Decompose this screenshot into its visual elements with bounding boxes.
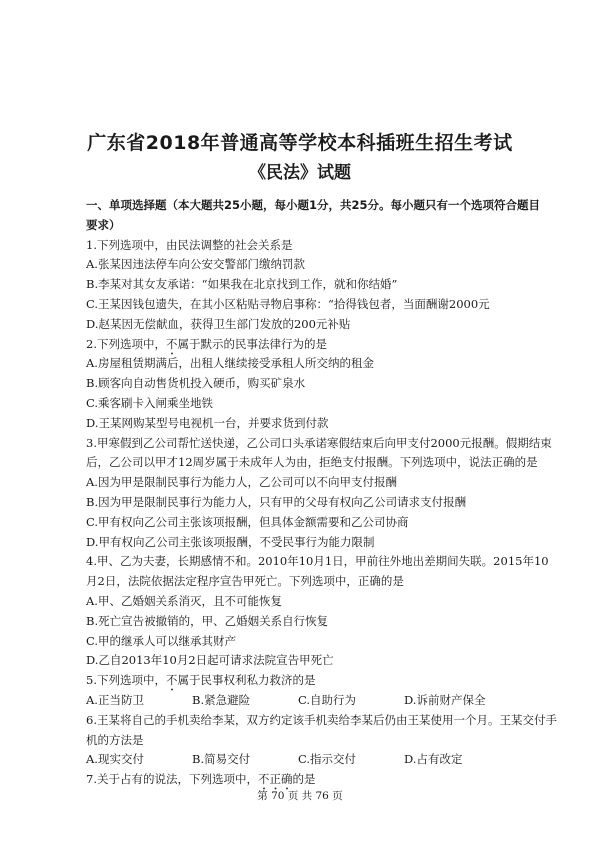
section-heading-cont: 要求） (86, 217, 121, 232)
question-5-stem-post: 属于民事权利私力救济的是 (177, 673, 316, 688)
question-3-stem-cont: 后，乙公司以甲才12周岁属于未成年人为由，拒绝支付报酬。下列选项中，说法正确的是 (86, 455, 538, 470)
question-6-stem-cont: 机的方法是 (86, 732, 144, 747)
question-7-stem-post: 的是 (292, 772, 316, 787)
question-5-option-a: A.正当防卫 (86, 692, 144, 707)
question-4-stem-cont: 月2日，法院依据法定程序宣告甲死亡。下列选项中，正确的是 (86, 574, 404, 589)
question-4-option-b: B.死亡宣告被撤销的，甲、乙婚姻关系自行恢复 (86, 613, 329, 628)
page-number: 第 70 页 共 76 页 (257, 790, 343, 802)
question-3-option-c: C.甲有权向乙公司主张该项报酬，但具体金额需要和乙公司协商 (86, 514, 409, 529)
question-6-option-c: C.指示交付 (298, 752, 357, 767)
question-1-option-b: B.李某对其女友承诺：“如果我在北京找到工作，就和你结婚” (86, 277, 398, 292)
question-2-option-c: C.乘客刷卡入闸乘坐地铁 (86, 395, 214, 410)
question-5-option-d: D.诉前财产保全 (404, 692, 486, 707)
question-3-option-b: B.因为甲是限制民事行为能力人，只有甲的父母有权向乙公司请求支付报酬 (86, 494, 467, 509)
question-4-option-d: D.乙自2013年10月2日起可请求法院宣告甲死亡 (86, 653, 334, 668)
question-5-option-b: B.紧急避险 (192, 692, 251, 707)
question-1-option-d: D.赵某因无偿献血，获得卫生部门发放的200元补贴 (86, 316, 351, 331)
question-3-option-a: A.因为甲是限制民事行为能力人，乙公司可以不向甲支付报酬 (86, 475, 397, 490)
question-4-stem: 4.甲、乙为夫妻，长期感情不和。2010年10月1日，甲前往外地出差期间失联。2015年10 (86, 554, 549, 569)
question-7-stem (86, 770, 516, 790)
question-1-stem: 1.下列选项中，由民法调整的社会关系是 (86, 237, 293, 252)
question-2-option-d: D.王某网购某型号电视机一台，并要求货到付款 (86, 415, 329, 430)
question-6-stem: 6.王某将自己的手机卖给李某，双方约定该手机卖给李某后仍由王某使用一个月。王某交付手 (86, 712, 557, 727)
question-3-option-d: D.甲有权向乙公司主张该项报酬，不受民事行为能力限制 (86, 534, 375, 549)
question-7-stem-pre: 7.关于占有的说法，下列选项中， (86, 772, 258, 787)
question-1-option-a: A.张某因违法停车向公安交警部门缴纳罚款 (86, 257, 305, 272)
section-heading: 一、单项选择题（本大题共25小题，每小题1分，共25分。每小题只有一个选项符合题目 (86, 198, 541, 212)
question-6-option-b: B.简易交付 (192, 752, 251, 767)
question-5-stem-pre: 5.下列选项中， (86, 673, 166, 688)
page-title: 广东省2018年普通高等学校本科插班生招生考试 (87, 132, 513, 154)
question-1-option-c: C.王某因钱包遗失，在其小区粘贴寻物启事称：“拾得钱包者，当面酬谢2000元 (86, 296, 490, 311)
question-4-option-c: C.甲的继承人可以继承其财产 (86, 633, 237, 648)
page-subtitle: 《民法》试题 (249, 163, 351, 183)
question-3-stem: 3.甲寒假到乙公司帮忙送快递，乙公司口头承诺寒假结束后向甲支付2000元报酬。假期结束 (86, 435, 552, 450)
question-6-option-a: A.现实交付 (86, 752, 144, 767)
question-content (86, 196, 557, 790)
question-5-options (86, 691, 516, 711)
question-2-option-b: B.顾客向自动售货机投入硬币，购买矿泉水 (86, 376, 306, 391)
question-6-options (86, 750, 516, 770)
question-2-stem (86, 335, 516, 355)
question-5-option-c: C.自助行为 (298, 692, 357, 707)
question-5-stem (86, 671, 516, 691)
question-2-option-a: A.房屋租赁期满后，出租人继续接受承租人所交纳的租金 (86, 356, 374, 371)
question-2-stem-post: 属于默示的民事法律行为的是 (177, 336, 327, 351)
question-2-stem-pre: 2.下列选项中， (86, 336, 166, 351)
question-5-stem-emphasis: 不 (165, 673, 178, 688)
question-7-stem-emphasis: 不正确 (257, 772, 293, 787)
question-6-option-d: D.占有改定 (404, 752, 463, 767)
question-4-option-a: A.甲、乙婚姻关系消灭，且不可能恢复 (86, 593, 282, 608)
question-2-stem-emphasis: 不 (165, 336, 178, 351)
